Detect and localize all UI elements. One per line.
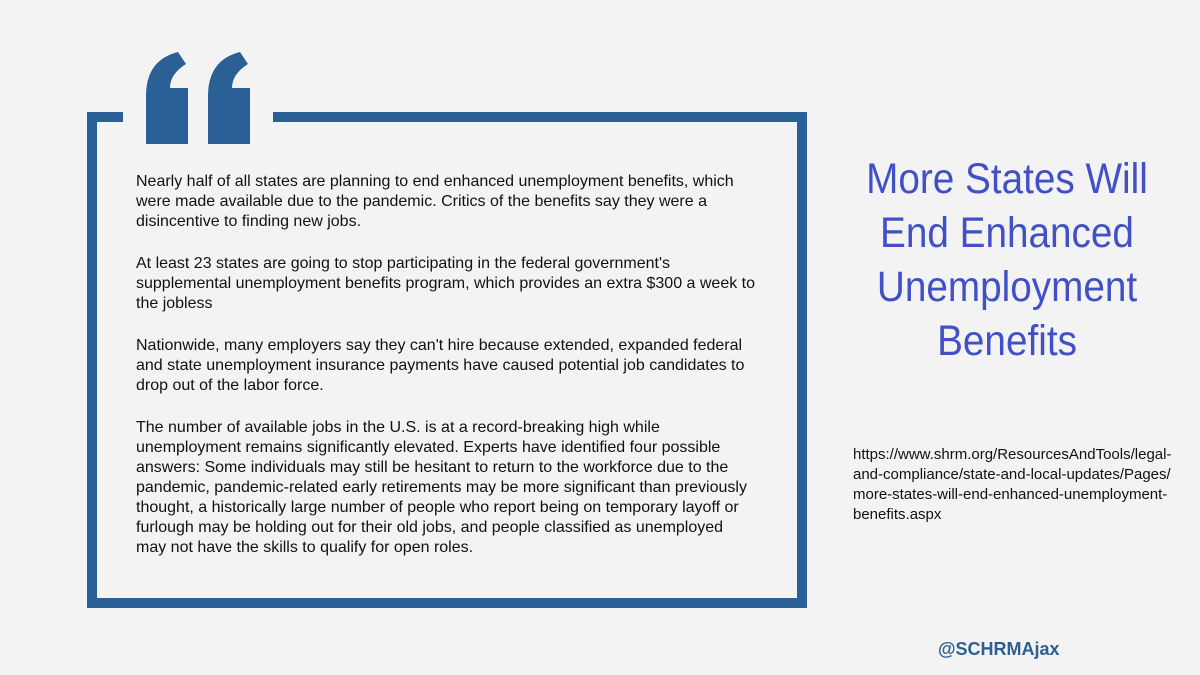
quote-paragraph-4: The number of available jobs in the U.S. is at a record-breaking high while unemployment remains significantly elevated. Experts have identified four possible answers: Some individuals may still be hesitant to return to the workforce due to the pandemic, pandemic-related early retirements may be more significant than previously thought, a historically large number of people who report being on temporary layoff or furlough may be holding out for their old jobs, and people classified as unemployed may not have the skills to qualify for open roles. — [136, 419, 747, 556]
headline: More States Will End Enhanced Unemployment Benefits — [866, 155, 1148, 365]
quotation-mark-icon — [140, 48, 260, 148]
quote-body — [136, 172, 756, 580]
quote-paragraph-2: At least 23 states are going to stop participating in the federal government's supplemental unemployment benefits program, which provides an extra $300 a week to the jobless — [136, 255, 756, 312]
quote-paragraph-1: Nearly half of all states are planning to end enhanced unemployment benefits, which were made available due to the pandemic. Critics of the benefits say they were a disincentive to finding new jobs. — [136, 173, 734, 230]
source-url: https://www.shrm.org/ResourcesAndTools/legal-and-compliance/state-and-local-updates/Pages/more-states-will-end-enhanced-unemployment-benefits.aspx — [853, 446, 1172, 523]
social-handle: @SCHRMAjax — [938, 639, 1060, 659]
quote-paragraph-3: Nationwide, many employers say they can't hire because extended, expanded federal and state unemployment insurance payments have caused potential job candidates to drop out of the labor force. — [136, 337, 745, 394]
